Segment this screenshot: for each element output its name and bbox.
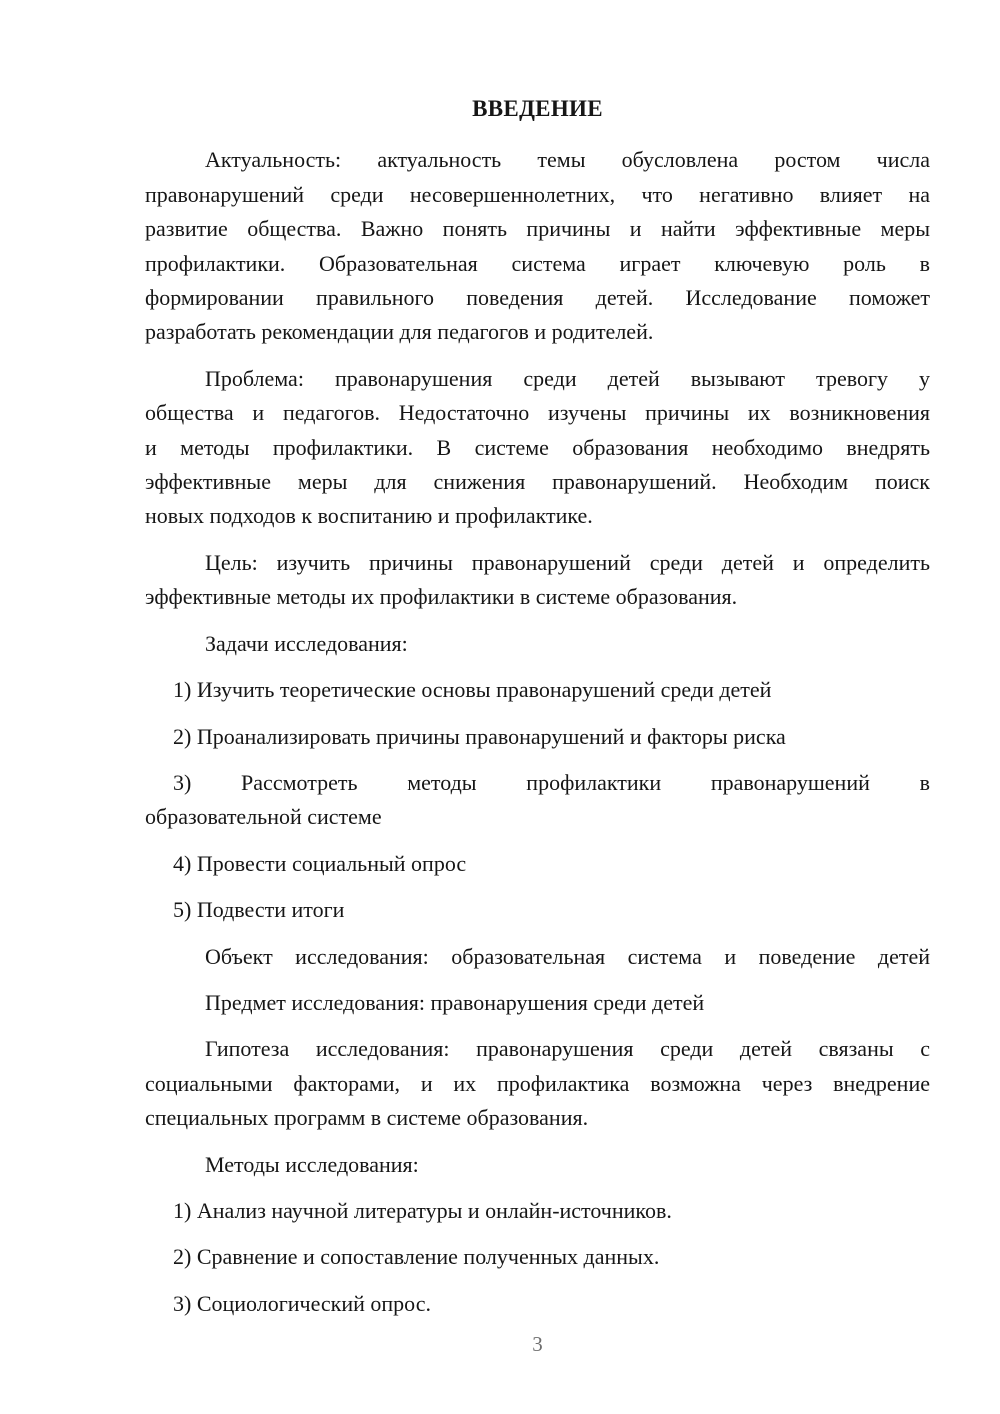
text-line: общества и педагогов. Недостаточно изучены причины их возникновения [145,400,930,426]
text-line: 2) Проанализировать причины правонарушений и факторы риска [173,723,786,749]
text-line: специальных программ в системе образования. [145,1105,589,1131]
text-line: образовательной системе [145,804,382,830]
paragraph-problem [145,362,930,534]
page-title: ВВЕДЕНИЕ [472,96,603,121]
list-item-task-2 [145,720,930,754]
text-line: 3) Рассмотреть методы профилактики правонарушений в [173,769,930,795]
list-item-task-3 [145,766,930,835]
text-line: 1) Анализ научной литературы и онлайн-источников. [173,1197,672,1223]
text-line: Предмет исследования: правонарушения среди детей [205,989,705,1015]
text-line: 2) Сравнение и сопоставление полученных данных. [173,1244,660,1270]
text-line: Цель: изучить причины правонарушений среди детей и определить [205,549,930,575]
text-line: и методы профилактики. В системе образования необходимо внедрять [145,434,930,460]
text-line: Объект исследования: образовательная система и поведение детей [205,943,930,969]
text-line: Актуальность: актуальность темы обусловлена ростом числа [205,147,930,173]
text-line: развитие общества. Важно понять причины и найти эффективные меры [145,216,930,242]
list-item-task-1 [145,673,930,707]
text-line: новых подходов к воспитанию и профилактике. [145,503,593,529]
text-line: 4) Провести социальный опрос [173,850,467,876]
paragraph-goal [145,546,930,615]
page-number: 3 [532,1332,543,1356]
text-line: социальными факторами, и их профилактика возможна через внедрение [145,1070,930,1096]
text-line: Методы исследования: [205,1151,419,1177]
list-item-method-1 [145,1194,930,1228]
text-line: профилактики. Образовательная система играет ключевую роль в [145,250,930,276]
paragraph-methods-heading [145,1148,930,1182]
list-item-method-2 [145,1240,930,1274]
paragraph-research-subject [145,986,930,1020]
paragraph-actuality [145,143,930,349]
text-line: Гипотеза исследования: правонарушения среди детей связаны с [205,1036,930,1062]
text-line: формировании правильного поведения детей. Исследование поможет [145,285,930,311]
text-line: правонарушений среди несовершеннолетних, что негативно влияет на [145,181,930,207]
list-item-method-3 [145,1287,930,1321]
text-line: 5) Подвести итоги [173,897,345,923]
paragraph-tasks-heading [145,627,930,661]
text-line: эффективные меры для снижения правонарушений. Необходим поиск [145,469,930,495]
list-item-task-5 [145,893,930,927]
text-line: эффективные методы их профилактики в системе образования. [145,584,738,610]
list-item-task-4 [145,847,930,881]
text-line: Проблема: правонарушения среди детей вызывают тревогу у [205,365,930,391]
text-line: разработать рекомендации для педагогов и родителей. [145,319,654,345]
text-line: 3) Социологический опрос. [173,1290,431,1316]
text-line: Задачи исследования: [205,630,408,656]
paragraph-research-object [145,940,930,974]
paragraph-hypothesis [145,1032,930,1135]
text-line: 1) Изучить теоретические основы правонарушений среди детей [173,677,772,703]
document-body [145,92,930,1333]
